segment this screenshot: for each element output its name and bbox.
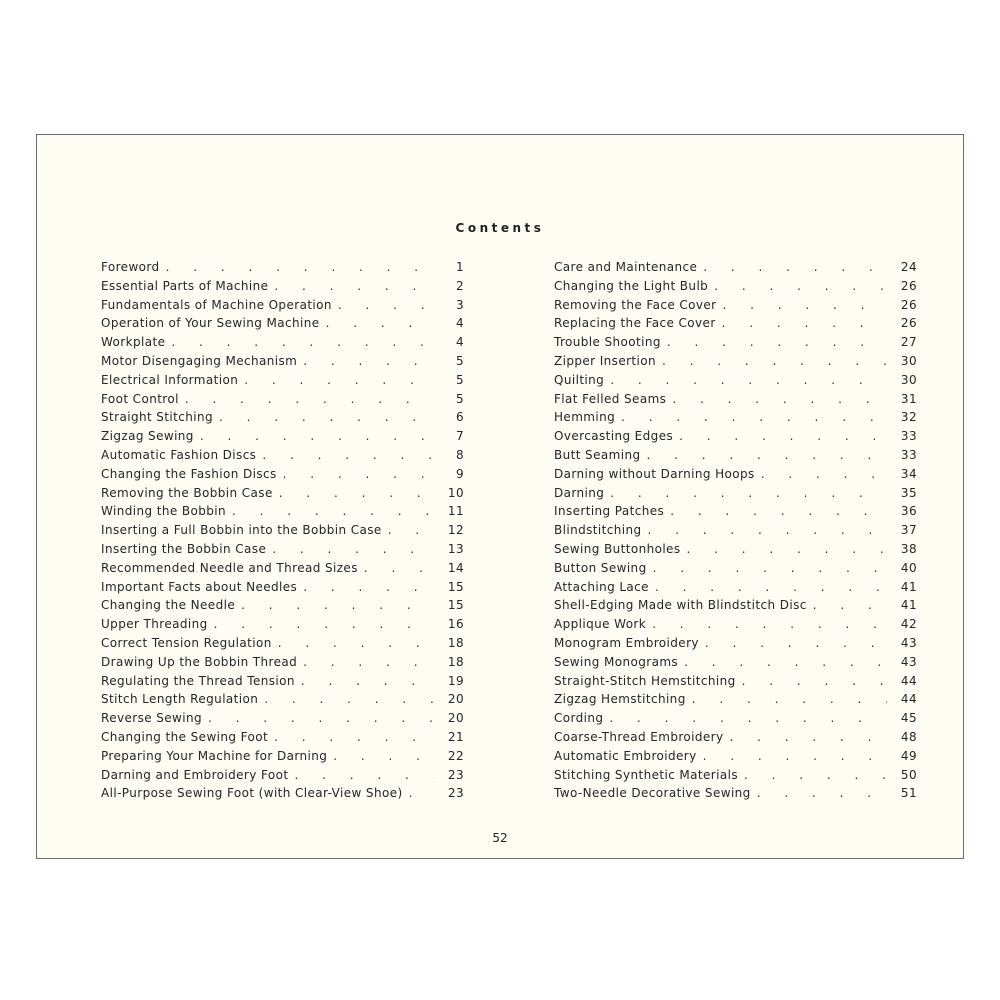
toc-entry [554, 690, 917, 709]
toc-entry-page: 34 [900, 466, 917, 481]
toc-entry-page: 4 [455, 316, 464, 331]
toc-entry-title: Sewing Buttonholes [554, 541, 681, 556]
contents-heading: Contents [455, 221, 545, 235]
toc-entry-page: 21 [447, 729, 464, 744]
contents-left-column [101, 258, 464, 803]
toc-entry-page: 24 [900, 260, 917, 274]
dot-leader [742, 672, 887, 691]
toc-entry-title: Zigzag Hemstitching [554, 692, 686, 707]
toc-entry-title: Cording [554, 711, 604, 726]
toc-entry-title: Sewing Monograms [554, 654, 679, 669]
toc-entry [101, 653, 464, 672]
toc-entry-page: 50 [900, 767, 917, 782]
dot-leader [610, 371, 887, 390]
dot-leader [687, 540, 888, 559]
dot-leader [272, 540, 434, 559]
toc-entry-title: Stitching Synthetic Materials [554, 767, 739, 782]
toc-entry-page: 41 [900, 579, 917, 594]
dot-leader [214, 615, 434, 634]
toc-entry [554, 521, 917, 540]
dot-leader [670, 502, 887, 521]
document-page [36, 134, 964, 859]
dot-leader [171, 333, 434, 352]
toc-entry [101, 296, 464, 315]
toc-entry-title: Regulating the Thread Tension [101, 673, 295, 688]
dot-leader [653, 559, 887, 578]
toc-entry-page: 5 [455, 372, 464, 387]
dot-leader [185, 390, 434, 409]
dot-leader [219, 408, 434, 427]
toc-entry [101, 352, 464, 371]
toc-entry-page: 20 [447, 692, 464, 707]
dot-leader [646, 446, 887, 465]
toc-entry-title: Flat Felled Seams [554, 391, 667, 406]
toc-entry [554, 277, 917, 296]
toc-entry-title: Changing the Fashion Discs [101, 466, 277, 481]
toc-entry-page: 23 [447, 786, 464, 801]
toc-entry-page: 36 [900, 504, 917, 519]
dot-leader [722, 296, 887, 315]
dot-leader [279, 484, 434, 503]
toc-entry [101, 502, 464, 521]
toc-entry [101, 672, 464, 691]
toc-entry-title: Workplate [101, 335, 166, 350]
toc-entry [554, 258, 917, 277]
dot-leader [610, 484, 887, 503]
dot-leader [333, 747, 434, 766]
toc-entry-title: Butt Seaming [554, 447, 641, 462]
toc-entry-title: Care and Maintenance [554, 260, 698, 274]
toc-entry-page: 43 [900, 635, 917, 650]
dot-leader [409, 784, 434, 803]
dot-leader [730, 728, 887, 747]
dot-leader [621, 408, 887, 427]
toc-entry-title: Applique Work [554, 617, 647, 632]
toc-entry [101, 333, 464, 352]
dot-leader [714, 277, 887, 296]
dot-leader [303, 578, 434, 597]
toc-entry-page: 23 [447, 767, 464, 782]
dot-leader [662, 352, 887, 371]
dot-leader [166, 258, 434, 277]
toc-entry-page: 51 [900, 786, 917, 801]
toc-entry-title: Electrical Information [101, 372, 239, 387]
toc-entry [554, 540, 917, 559]
toc-entry-page: 33 [900, 429, 917, 444]
dot-leader [705, 634, 887, 653]
dot-leader [652, 615, 887, 634]
toc-entry [101, 728, 464, 747]
toc-entry-title: Stitch Length Regulation [101, 692, 259, 707]
dot-leader [703, 747, 887, 766]
toc-entry-title: Motor Disengaging Mechanism [101, 353, 298, 368]
toc-entry-title: Zipper Insertion [554, 353, 657, 368]
dot-leader [684, 653, 887, 672]
toc-entry [554, 484, 917, 503]
dot-leader [364, 559, 434, 578]
toc-entry [554, 653, 917, 672]
toc-entry [554, 596, 917, 615]
toc-entry [554, 502, 917, 521]
toc-entry [554, 314, 917, 333]
toc-entry [101, 371, 464, 390]
dot-leader [692, 690, 887, 709]
toc-entry-page: 49 [900, 748, 917, 763]
toc-entry-page: 27 [900, 335, 917, 350]
toc-entry [101, 427, 464, 446]
dot-leader [274, 728, 434, 747]
toc-entry-title: Reverse Sewing [101, 711, 203, 726]
toc-entry-title: Fundamentals of Machine Operation [101, 297, 332, 312]
toc-entry-title: Overcasting Edges [554, 429, 674, 444]
dot-leader [655, 578, 887, 597]
toc-entry-page: 42 [900, 617, 917, 632]
toc-entry-title: Automatic Embroidery [554, 748, 697, 763]
toc-entry-title: Inserting a Full Bobbin into the Bobbin Case [101, 523, 382, 538]
dot-leader [200, 427, 434, 446]
toc-entry [101, 314, 464, 333]
toc-entry [101, 634, 464, 653]
toc-entry [554, 578, 917, 597]
toc-entry-page: 4 [455, 335, 464, 350]
toc-entry [554, 465, 917, 484]
toc-entry-page: 26 [900, 316, 917, 331]
toc-entry-title: Trouble Shooting [554, 335, 661, 350]
toc-entry-title: Replacing the Face Cover [554, 316, 716, 331]
toc-entry-title: Shell-Edging Made with Blindstitch Disc [554, 598, 807, 613]
contents-right-column [554, 258, 917, 803]
toc-entry-page: 44 [900, 692, 917, 707]
toc-entry [101, 766, 464, 785]
toc-entry-page: 30 [900, 372, 917, 387]
dot-leader [703, 258, 887, 277]
toc-entry-title: Changing the Sewing Foot [101, 729, 269, 744]
toc-entry-title: Changing the Light Bulb [554, 278, 709, 293]
toc-entry-title: Inserting the Bobbin Case [101, 541, 267, 556]
dot-leader [722, 314, 887, 333]
dot-leader [672, 390, 887, 409]
toc-entry-page: 16 [447, 617, 464, 632]
toc-entry-page: 2 [455, 278, 464, 293]
dot-leader [232, 502, 434, 521]
toc-entry [554, 747, 917, 766]
dot-leader [388, 521, 434, 540]
toc-entry-page: 18 [447, 654, 464, 669]
toc-entry-page: 12 [447, 523, 464, 538]
toc-entry-page: 22 [447, 748, 464, 763]
toc-entry-title: Zigzag Sewing [101, 429, 194, 444]
toc-entry-page: 33 [900, 447, 917, 462]
toc-entry-title: Important Facts about Needles [101, 579, 298, 594]
toc-entry [554, 766, 917, 785]
toc-entry [101, 258, 464, 277]
toc-entry [101, 578, 464, 597]
toc-entry-page: 9 [455, 466, 464, 481]
toc-entry-page: 31 [900, 391, 917, 406]
toc-entry-title: Essential Parts of Machine [101, 278, 269, 293]
toc-entry [554, 672, 917, 691]
toc-entry [101, 277, 464, 296]
page-number: 52 [492, 831, 508, 845]
toc-entry-page: 20 [447, 711, 464, 726]
toc-entry-title: All-Purpose Sewing Foot (with Clear-View Shoe) [101, 786, 403, 801]
toc-entry-page: 14 [447, 560, 464, 575]
toc-entry-title: Darning [554, 485, 605, 500]
dot-leader [326, 314, 434, 333]
toc-entry-page: 13 [447, 541, 464, 556]
toc-entry-page: 6 [455, 410, 464, 425]
dot-leader [303, 352, 434, 371]
toc-entry [101, 690, 464, 709]
toc-entry [101, 559, 464, 578]
dot-leader [294, 766, 434, 785]
toc-entry-page: 15 [447, 598, 464, 613]
toc-entry-title: Operation of Your Sewing Machine [101, 316, 320, 331]
dot-leader [262, 446, 434, 465]
toc-entry-title: Foreword [101, 260, 160, 274]
toc-entry-title: Winding the Bobbin [101, 504, 226, 519]
toc-entry-title: Quilting [554, 372, 605, 387]
toc-entry [101, 596, 464, 615]
toc-entry-page: 11 [447, 504, 464, 519]
toc-entry-title: Changing the Needle [101, 598, 236, 613]
toc-entry-title: Automatic Fashion Discs [101, 447, 257, 462]
toc-entry-page: 32 [900, 410, 917, 425]
toc-entry [554, 615, 917, 634]
toc-entry-title: Monogram Embroidery [554, 635, 699, 650]
toc-entry [101, 540, 464, 559]
toc-entry [101, 784, 464, 803]
toc-entry [101, 465, 464, 484]
toc-entry-page: 19 [447, 673, 464, 688]
toc-entry [554, 333, 917, 352]
toc-entry-page: 38 [900, 541, 917, 556]
toc-entry-page: 41 [900, 598, 917, 613]
toc-entry-title: Hemming [554, 410, 616, 425]
toc-entry [554, 728, 917, 747]
toc-entry-page: 35 [900, 485, 917, 500]
toc-entry [101, 747, 464, 766]
toc-entry-page: 45 [900, 711, 917, 726]
dot-leader [744, 766, 887, 785]
toc-entry [554, 352, 917, 371]
toc-entry-title: Button Sewing [554, 560, 647, 575]
toc-entry [101, 484, 464, 503]
toc-entry-title: Correct Tension Regulation [101, 635, 272, 650]
dot-leader [757, 784, 887, 803]
toc-entry-page: 37 [900, 523, 917, 538]
dot-leader [283, 465, 434, 484]
toc-entry-page: 18 [447, 635, 464, 650]
toc-entry-page: 48 [900, 729, 917, 744]
toc-entry [554, 634, 917, 653]
toc-entry-page: 8 [455, 447, 464, 462]
toc-entry-page: 40 [900, 560, 917, 575]
toc-entry-title: Darning without Darning Hoops [554, 466, 755, 481]
toc-entry-title: Darning and Embroidery Foot [101, 767, 289, 782]
toc-entry [554, 408, 917, 427]
toc-entry-title: Inserting Patches [554, 504, 665, 519]
toc-entry-title: Attaching Lace [554, 579, 649, 594]
toc-entry-page: 7 [455, 429, 464, 444]
toc-entry-title: Drawing Up the Bobbin Thread [101, 654, 298, 669]
toc-entry [554, 296, 917, 315]
toc-entry-title: Removing the Face Cover [554, 297, 717, 312]
toc-entry [554, 390, 917, 409]
toc-entry-page: 1 [455, 260, 464, 274]
toc-entry [101, 390, 464, 409]
dot-leader [667, 333, 887, 352]
toc-entry [554, 371, 917, 390]
dot-leader [761, 465, 887, 484]
dot-leader [813, 596, 887, 615]
dot-leader [278, 634, 434, 653]
toc-entry-page: 44 [900, 673, 917, 688]
toc-entry-title: Removing the Bobbin Case [101, 485, 273, 500]
toc-entry [101, 521, 464, 540]
toc-entry [554, 446, 917, 465]
toc-entry-page: 43 [900, 654, 917, 669]
dot-leader [301, 672, 434, 691]
toc-entry-title: Preparing Your Machine for Darning [101, 748, 328, 763]
toc-entry [554, 427, 917, 446]
dot-leader [303, 653, 434, 672]
toc-entry-page: 10 [447, 485, 464, 500]
dot-leader [241, 596, 434, 615]
toc-entry-page: 5 [455, 353, 464, 368]
toc-entry [554, 559, 917, 578]
toc-entry [101, 446, 464, 465]
toc-entry [554, 784, 917, 803]
toc-entry-title: Foot Control [101, 391, 179, 406]
toc-entry-page: 3 [455, 297, 464, 312]
toc-entry [101, 709, 464, 728]
dot-leader [274, 277, 434, 296]
dot-leader [647, 521, 887, 540]
dot-leader [679, 427, 887, 446]
dot-leader [609, 709, 887, 728]
toc-entry-page: 26 [900, 297, 917, 312]
toc-entry-title: Recommended Needle and Thread Sizes [101, 560, 358, 575]
dot-leader [208, 709, 434, 728]
toc-entry-page: 26 [900, 278, 917, 293]
toc-entry-title: Upper Threading [101, 617, 208, 632]
toc-entry-title: Two-Needle Decorative Sewing [554, 786, 751, 801]
dot-leader [264, 690, 434, 709]
toc-entry-title: Blindstitching [554, 523, 642, 538]
toc-entry [101, 615, 464, 634]
toc-entry-page: 30 [900, 353, 917, 368]
dot-leader [338, 296, 434, 315]
toc-entry-title: Coarse-Thread Embroidery [554, 729, 724, 744]
toc-entry-page: 15 [447, 579, 464, 594]
toc-entry-title: Straight Stitching [101, 410, 214, 425]
toc-entry-page: 5 [455, 391, 464, 406]
toc-entry [101, 408, 464, 427]
toc-entry [554, 709, 917, 728]
toc-entry-title: Straight-Stitch Hemstitching [554, 673, 736, 688]
dot-leader [244, 371, 434, 390]
